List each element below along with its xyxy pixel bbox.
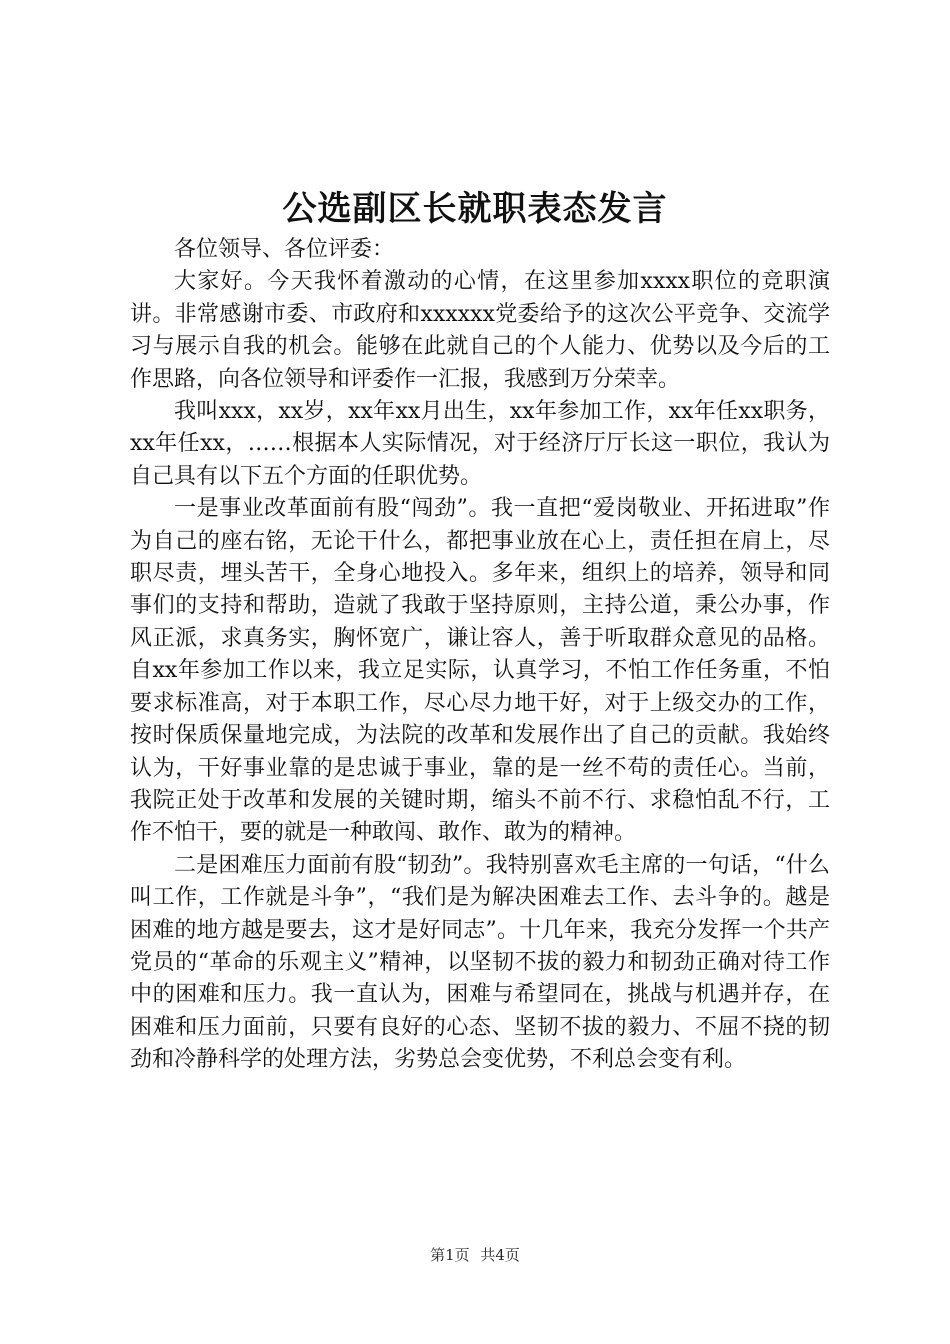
body-paragraph: 大家好。今天我怀着激动的心情，在这里参加xxxx职位的竞职演讲。非常感谢市委、市政府和xxxxxx党委给予的这次公平竞争、交流学习与展示自我的机会。能够在此就自己的个人能力、优势以及今后的工作思路，向各位领导和评委作一汇报，我感到万分荣幸。 [130, 269, 830, 392]
body-paragraph: 一是事业改革面前有股“闯劲”。我一直把“爱岗敬业、开拓进取”作为自己的座右铭，无论干什么，都把事业放在心上，责任担在肩上，尽职尽责，埋头苦干，全身心地投入。多年来，组织上的培养，领导和同事们的支持和帮助，造就了我敢于坚持原则，主持公道，秉公办事，作风正派，求真务实，胸怀宽广，谦让容人，善于听取群众意见的品格。自xx年参加工作以来，我立足实际，认真学习，不怕工作任务重，不怕要求标准高，对于本职工作，尽心尽力地干好，对于上级交办的工作，按时保质保量地完成，为法院的改革和发展作出了自己的贡献。我始终认为，干好事业靠的是忠诚于事业，靠的是一丝不苟的责任心。当前，我院正处于改革和发展的关键时期，缩头不前不行、求稳怕乱不行，工作不怕干，要的就是一种敢闯、敢作、敢为的精神。 [130, 496, 830, 846]
page-total: 共4页 [480, 1246, 520, 1264]
document-body [130, 234, 830, 1077]
document-title: 公选副区长就职表态发言 [282, 189, 668, 229]
body-paragraph: 二是困难压力面前有股“韧劲”。我特别喜欢毛主席的一句话，“什么叫工作，工作就是斗争”，“我们是为解决困难去工作、去斗争的。越是困难的地方越是要去，这才是好同志”。十几年来，我充分发挥一个共产党员的“革命的乐观主义”精神，以坚韧不拔的毅力和韧劲正确对待工作中的困难和压力。我一直认为，困难与希望同在，挑战与机遇并存，在困难和压力面前，只要有良好的心态、坚韧不拔的毅力、不屈不挠的韧劲和冷静科学的处理方法，劣势总会变优势，不利总会变有利。 [130, 852, 830, 1073]
body-paragraph: 我叫xxx，xx岁，xx年xx月出生，xx年参加工作，xx年任xx职务，xx年任xx，……根据本人实际情况，对于经济厅厅长这一职位，我认为自己具有以下五个方面的任职优势。 [130, 399, 830, 489]
salutation-paragraph: 各位领导、各位评委： [174, 237, 395, 262]
page-number: 第1页 [430, 1246, 470, 1264]
page-footer [0, 1244, 950, 1266]
